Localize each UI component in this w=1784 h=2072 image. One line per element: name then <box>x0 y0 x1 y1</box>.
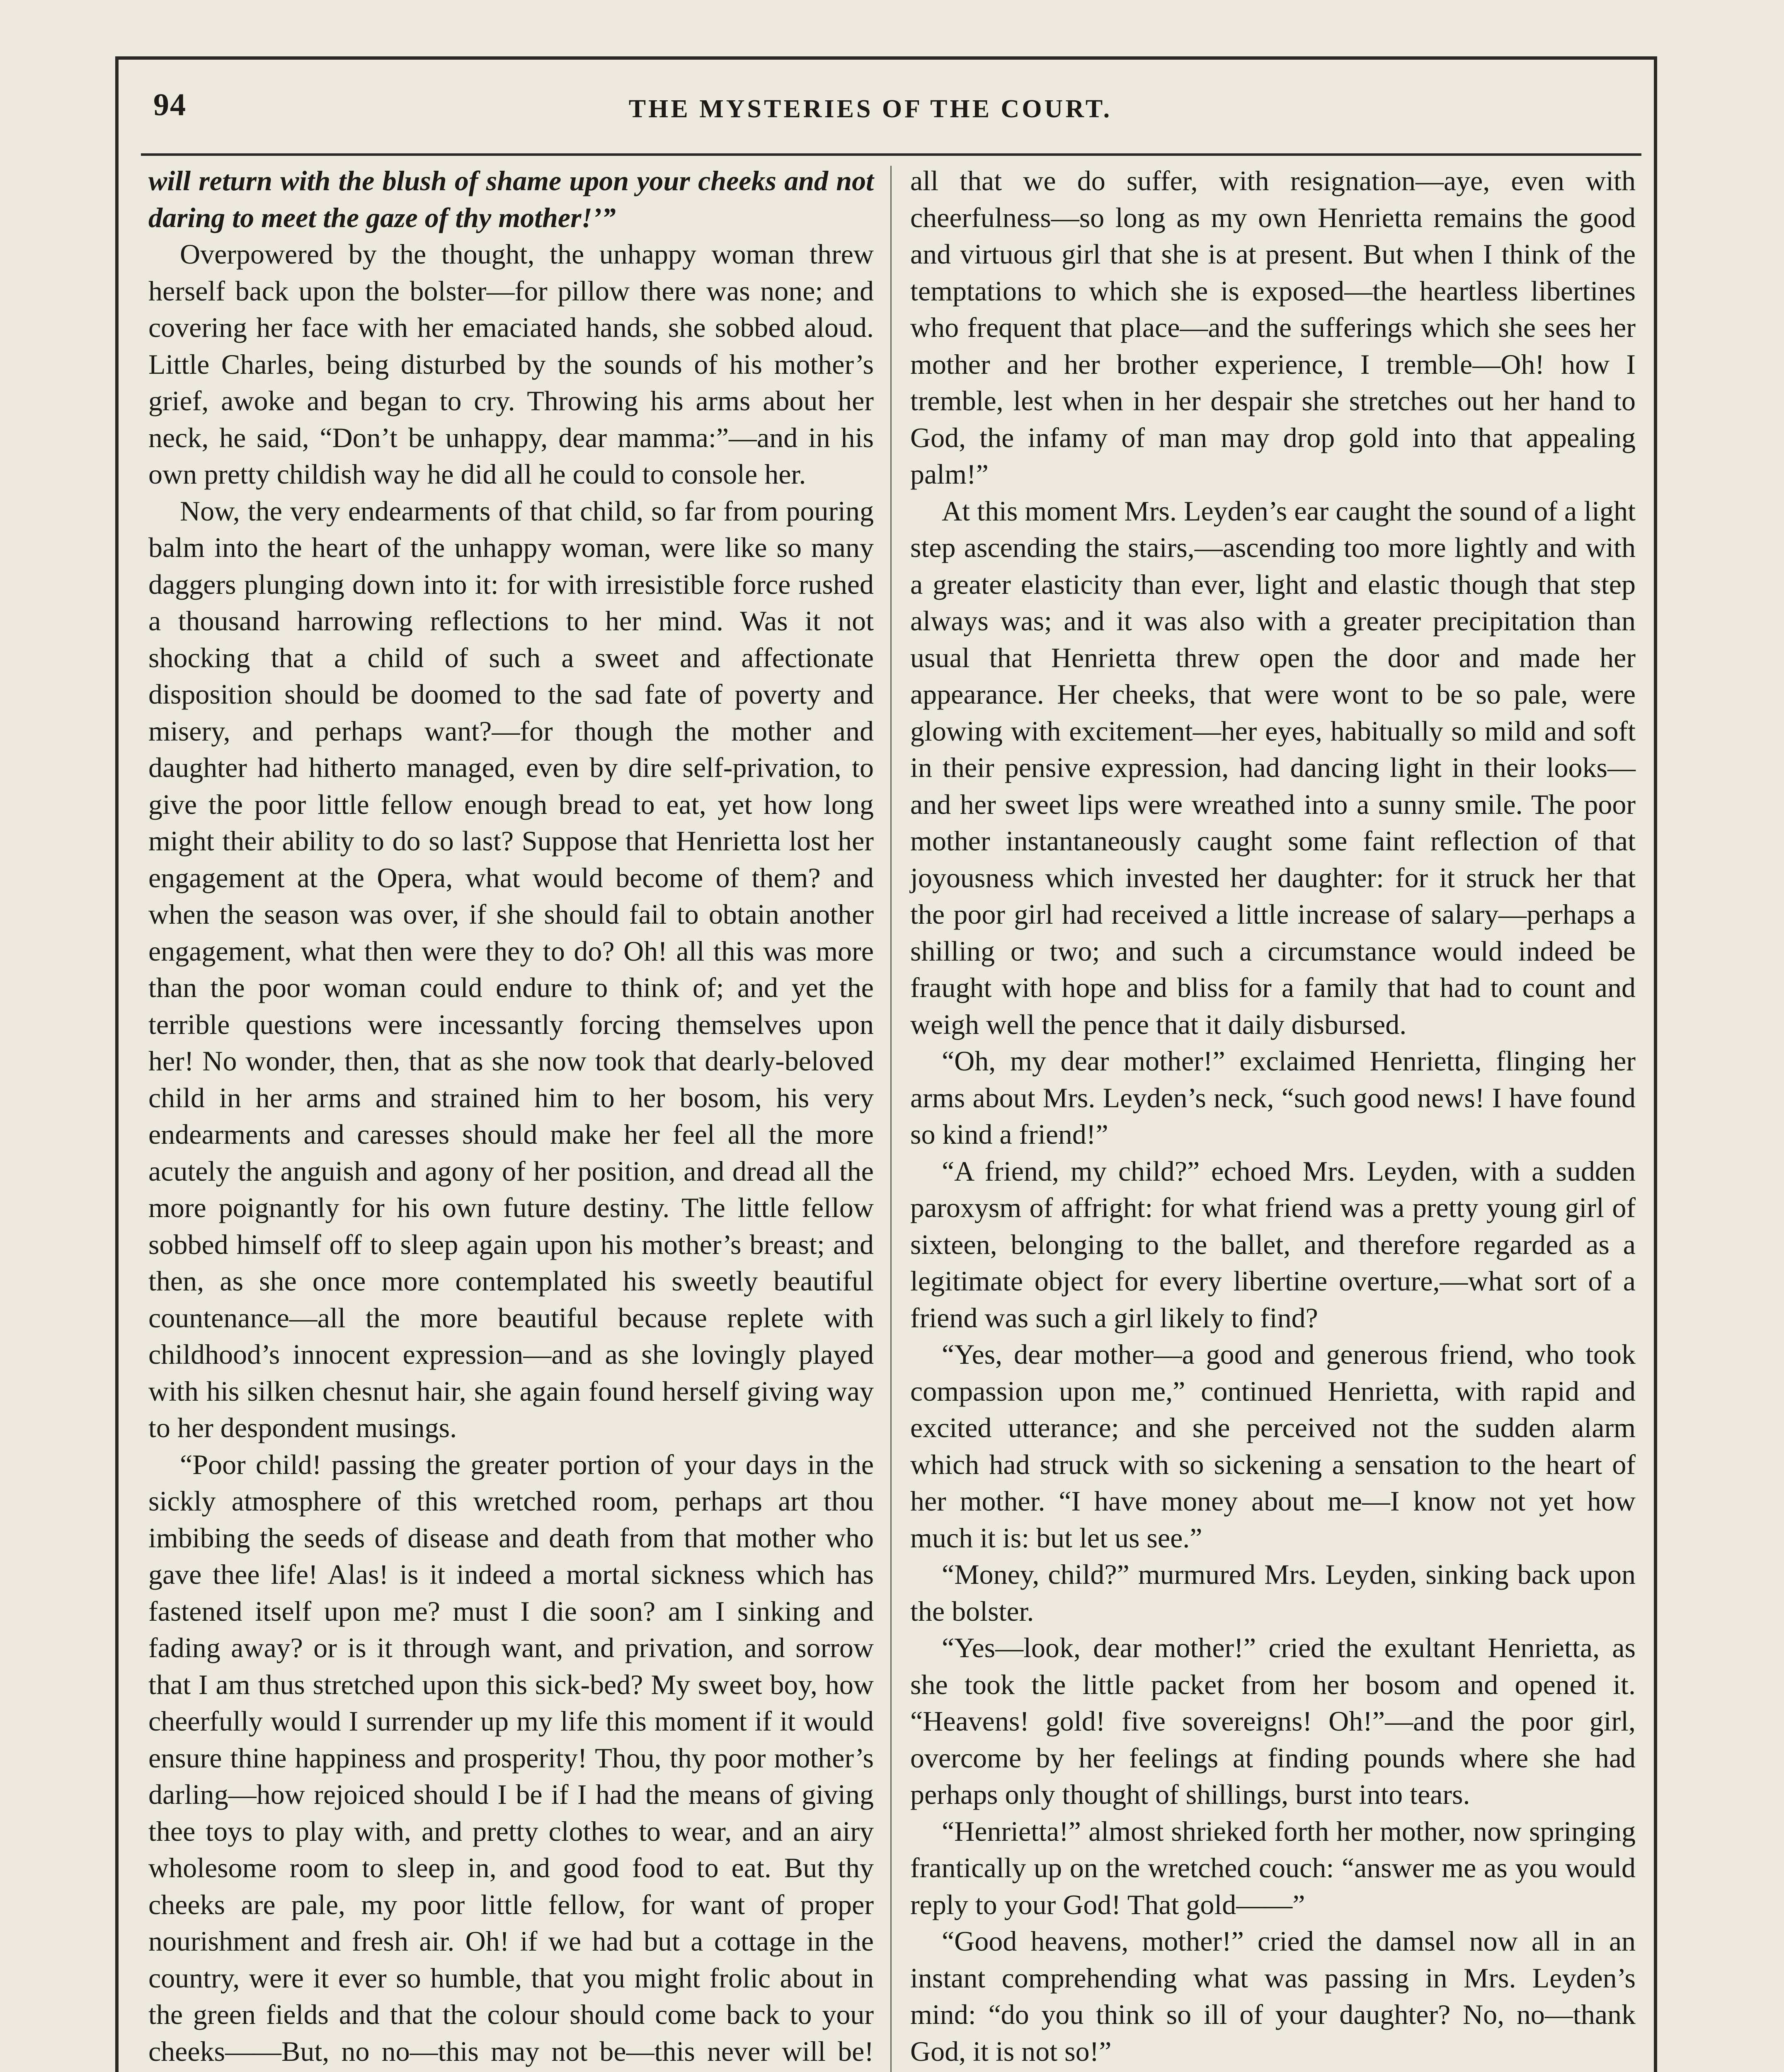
page-frame-left <box>115 56 119 2072</box>
paragraph <box>910 2070 1636 2072</box>
running-title: THE MYSTERIES OF THE COURT. <box>628 95 1113 123</box>
paragraph: “Henrietta!” almost shrieked forth her mother, now springing frantically up on the wretched couch: “answer me as you would reply to your God! That gold——” <box>910 1815 1636 1920</box>
header-rule <box>141 153 1641 156</box>
paragraph: “Good heavens, mother!” cried the damsel now all in an instant comprehending what was passing in Mrs. Leyden’s mind: “do you think so ill of your daughter? No, no—thank God, it is not so!” <box>910 1925 1636 2067</box>
paragraph: “A friend, my child?” echoed Mrs. Leyden, with a sudden paroxysm of affright: for what friend was a pretty young girl of sixteen, belonging to the ballet, and therefore regarded as a legitimate object for every libertine overture,—what sort of a friend was such a girl likely to find? <box>910 1155 1636 1334</box>
paragraph: will return with the blush of shame upon your cheeks and not daring to meet the gaze of thy mother!’” <box>148 165 874 233</box>
right-column <box>910 162 1636 2072</box>
paragraph: Now, the very endearments of that child, so far from pouring balm into the heart of the unhappy woman, were like so many daggers plunging down into it: for with irresistible force rushed a thousand harrowing reflections to her mind. Was it not shocking that a child of such a sweet and affectionate disposition should be doomed to the sad fate of poverty and misery, and perhaps want?—for though the mother and daughter had hitherto managed, even by dire self-privation, to give the poor little fellow enough bread to eat, yet how long might their ability to do so last? Suppose that Henrietta lost her engagement at the Opera, what would become of them? and when the season was over, if she should fail to obtain another engagement, what then were they to do? Oh! all this was more than the poor woman could endure to think of; and yet the terrible questions were incessantly forcing themselves upon her! No wonder, then, that as she now took that dearly-beloved child in her arms and strained him to her bosom, his very endearments and caresses should make her feel all the more acutely the anguish and agony of her position, and dread all the more poignantly for his own future destiny. The little fellow sobbed himself off to sleep again upon his mother’s breast; and then, as she once more contemplated his sweetly beautiful countenance—all the more beautiful because replete with childhood’s innocent expression—and as she lovingly played with his silken chesnut hair, she again found herself giving way to her despondent musings. <box>148 495 874 1443</box>
page-frame-right <box>1654 56 1657 2072</box>
page-number: 94 <box>153 87 187 122</box>
column-divider <box>890 166 892 2072</box>
page-frame-top <box>115 56 1657 60</box>
paragraph: Overpowered by the thought, the unhappy woman threw herself back upon the bolster—for pillow there was none; and covering her face with her emaciated hands, she sobbed aloud. Little Charles, being disturbed by the sounds of his mother’s grief, awoke and began to cry. Throwing his arms about her neck, he said, “Don’t be unhappy, dear mamma:”—and in his own pretty childish way he did all he could to console her. <box>148 238 874 490</box>
paragraph: At this moment Mrs. Leyden’s ear caught the sound of a light step ascending the stairs,—ascending too more lightly and with a greater elasticity than ever, light and elastic though that step always was; and it was also with a greater precipitation than usual that Henrietta threw open the door and made her appearance. Her cheeks, that were wont to be so pale, were glowing with excitement—her eyes, habitually so mild and soft in their pensive expression, had dancing light in their looks—and her sweet lips were wreathed into a sunny smile. The poor mother instantaneously caught some faint reflection of that joyousness which invested her daughter: for it struck her that the poor girl had received a little increase of salary—perhaps a shilling or two; and such a circumstance would indeed be fraught with hope and bliss for a family that had to count and weigh well the pence that it daily disbursed. <box>910 495 1636 1040</box>
paragraph: “Oh, my dear mother!” exclaimed Henrietta, flinging her arms about Mrs. Leyden’s neck, “such good news! I have found so kind a friend!” <box>910 1045 1636 1150</box>
left-column <box>148 162 874 2072</box>
paragraph: “Money, child?” murmured Mrs. Leyden, sinking back upon the bolster. <box>910 1559 1636 1627</box>
paragraph: all that we do suffer, with resignation—aye, even with cheerfulness—so long as my own Henrietta remains the good and virtuous girl that she is at present. But when I think of the temptations to which she is exposed—the heartless libertines who frequent that place—and the sufferings which she sees her mother and her brother experience, I tremble—Oh! how I tremble, lest when in her despair she stretches out her hand to God, the infamy of man may drop gold into that appealing palm!” <box>910 165 1636 490</box>
paragraph: “Yes, dear mother—a good and generous friend, who took compassion upon me,” continued Henrietta, with rapid and excited utterance; and she perceived not the sudden alarm which had struck with so sickening a sensation to the heart of her mother. “I have money about me—I know not yet how much it is: but let us see.” <box>910 1339 1636 1554</box>
paragraph: “Poor child! passing the greater portion of your days in the sickly atmosphere of this wretched room, perhaps art thou imbibing the seeds of disease and death from that mother who gave thee life! Alas! is it indeed a mortal sickness which has fastened itself upon me? must I die soon? am I sinking and fading away? or is it through want, and privation, and sorrow that I am thus stretched upon this sick-bed? My sweet boy, how cheerfully would I surrender up my life this moment if it would ensure thine happiness and prosperity! Thou, thy poor mother’s darling—how rejoiced should I be if I had the means of giving thee toys to play with, and pretty clothes to wear, and an airy wholesome room to sleep in, and good food to eat. But thy cheeks are pale, my poor little fellow, for want of proper nourishment and fresh air. Oh! if we had but a cottage in the country, were it ever so humble, that you might frolic about in the green fields and that the colour should come back to your cheeks——But, no no—this may not be—this never will be! <box>148 1448 874 2067</box>
paragraph: “Yes—look, dear mother!” cried the exultant Henrietta, as she took the little packet from her bosom and opened it. “Heavens! gold! five sovereigns! Oh!”—and the poor girl, overcome by her feelings at finding pounds where she had perhaps only thought of shillings, burst into tears. <box>910 1632 1636 1810</box>
